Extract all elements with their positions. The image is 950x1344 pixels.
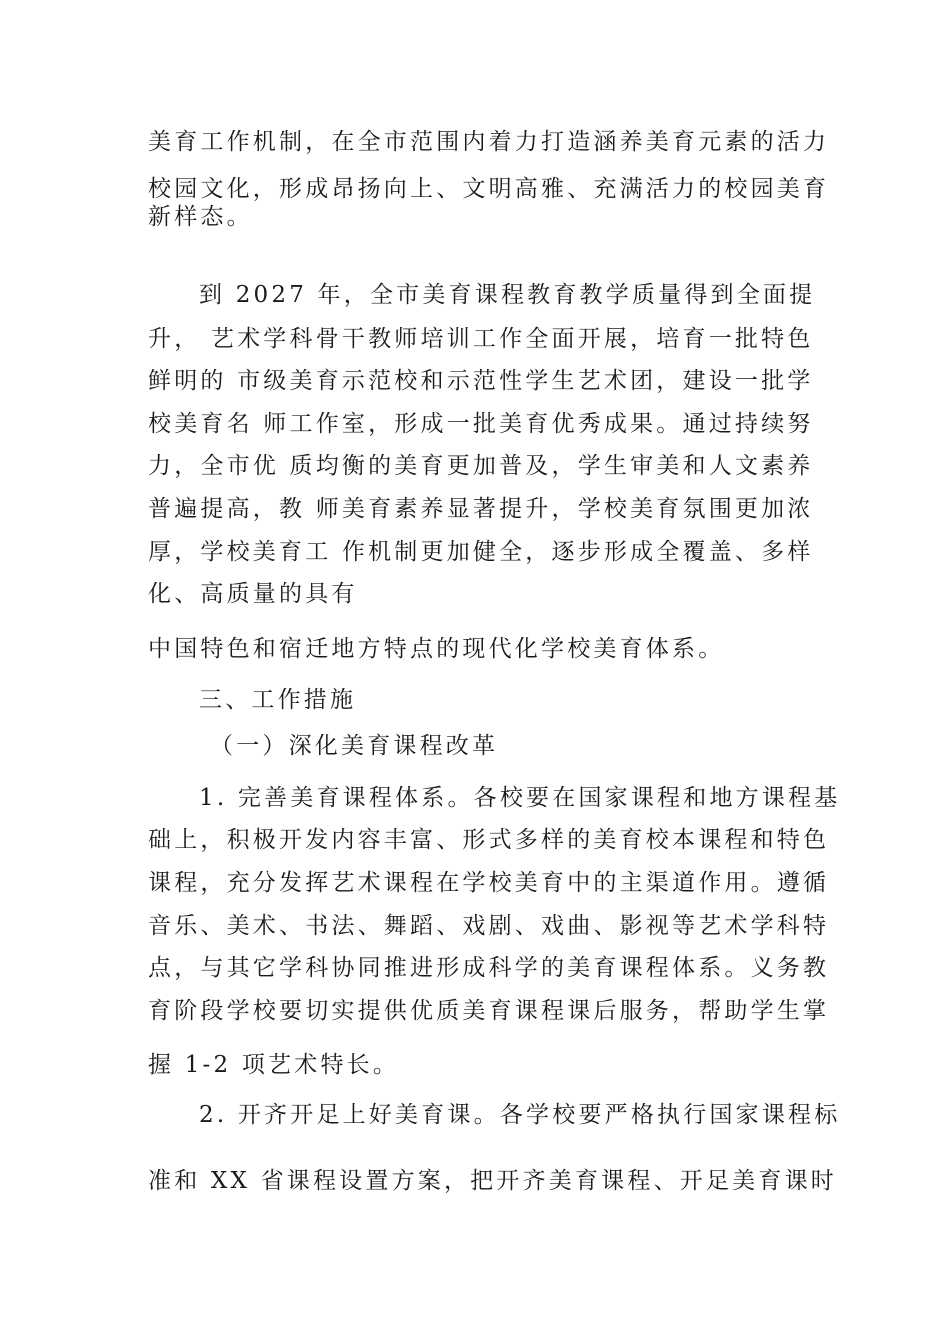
paragraph-line: 升， 艺术学科骨干教师培训工作全面开展，培育一批特色 bbox=[148, 326, 814, 352]
subsection-heading: （一）深化美育课程改革 bbox=[210, 733, 499, 759]
paragraph-line: 到 2027 年，全市美育课程教育教学质量得到全面提 bbox=[199, 282, 816, 308]
paragraph-line: 新样态。 bbox=[148, 204, 253, 230]
paragraph-line: 普遍提高，教 师美育素养显著提升，学校美育氛围更加浓 bbox=[148, 496, 814, 522]
paragraph-line: 点，与其它学科协同推进形成科学的美育课程体系。义务教 bbox=[148, 955, 830, 981]
paragraph-line: 课程，充分发挥艺术课程在学校美育中的主渠道作用。遵循 bbox=[148, 870, 830, 896]
paragraph-line: 校园文化，形成昂扬向上、文明高雅、充满活力的校园美育 bbox=[148, 176, 830, 202]
paragraph-line: 厚，学校美育工 作机制更加健全，逐步形成全覆盖、多样 bbox=[148, 539, 814, 565]
paragraph-line: 1. 完善美育课程体系。各校要在国家课程和地方课程基 bbox=[199, 785, 841, 811]
paragraph-line: 校美育名 师工作室，形成一批美育优秀成果。通过持续努 bbox=[148, 411, 814, 437]
paragraph-line: 鲜明的 市级美育示范校和示范性学生艺术团，建设一批学 bbox=[148, 368, 814, 394]
paragraph-line: 化、高质量的具有 bbox=[148, 581, 358, 607]
paragraph-line: 础上，积极开发内容丰富、形式多样的美育校本课程和特色 bbox=[148, 827, 830, 853]
paragraph-line: 准和 XX 省课程设置方案，把开齐美育课程、开足美育课时 bbox=[148, 1168, 837, 1194]
paragraph-line: 育阶段学校要切实提供优质美育课程课后服务，帮助学生掌 bbox=[148, 998, 830, 1024]
paragraph-line: 握 1-2 项艺术特长。 bbox=[148, 1052, 400, 1078]
paragraph-line: 美育工作机制，在全市范围内着力打造涵养美育元素的活力 bbox=[148, 129, 830, 155]
paragraph-line: 音乐、美术、书法、舞蹈、戏剧、戏曲、影视等艺术学科特 bbox=[148, 913, 830, 939]
paragraph-line: 2. 开齐开足上好美育课。各学校要严格执行国家课程标 bbox=[199, 1102, 841, 1128]
paragraph-line: 中国特色和宿迁地方特点的现代化学校美育体系。 bbox=[148, 636, 725, 662]
paragraph-line: 力，全市优 质均衡的美育更加普及，学生审美和人文素养 bbox=[148, 453, 814, 479]
section-heading: 三、工作措施 bbox=[199, 687, 357, 713]
